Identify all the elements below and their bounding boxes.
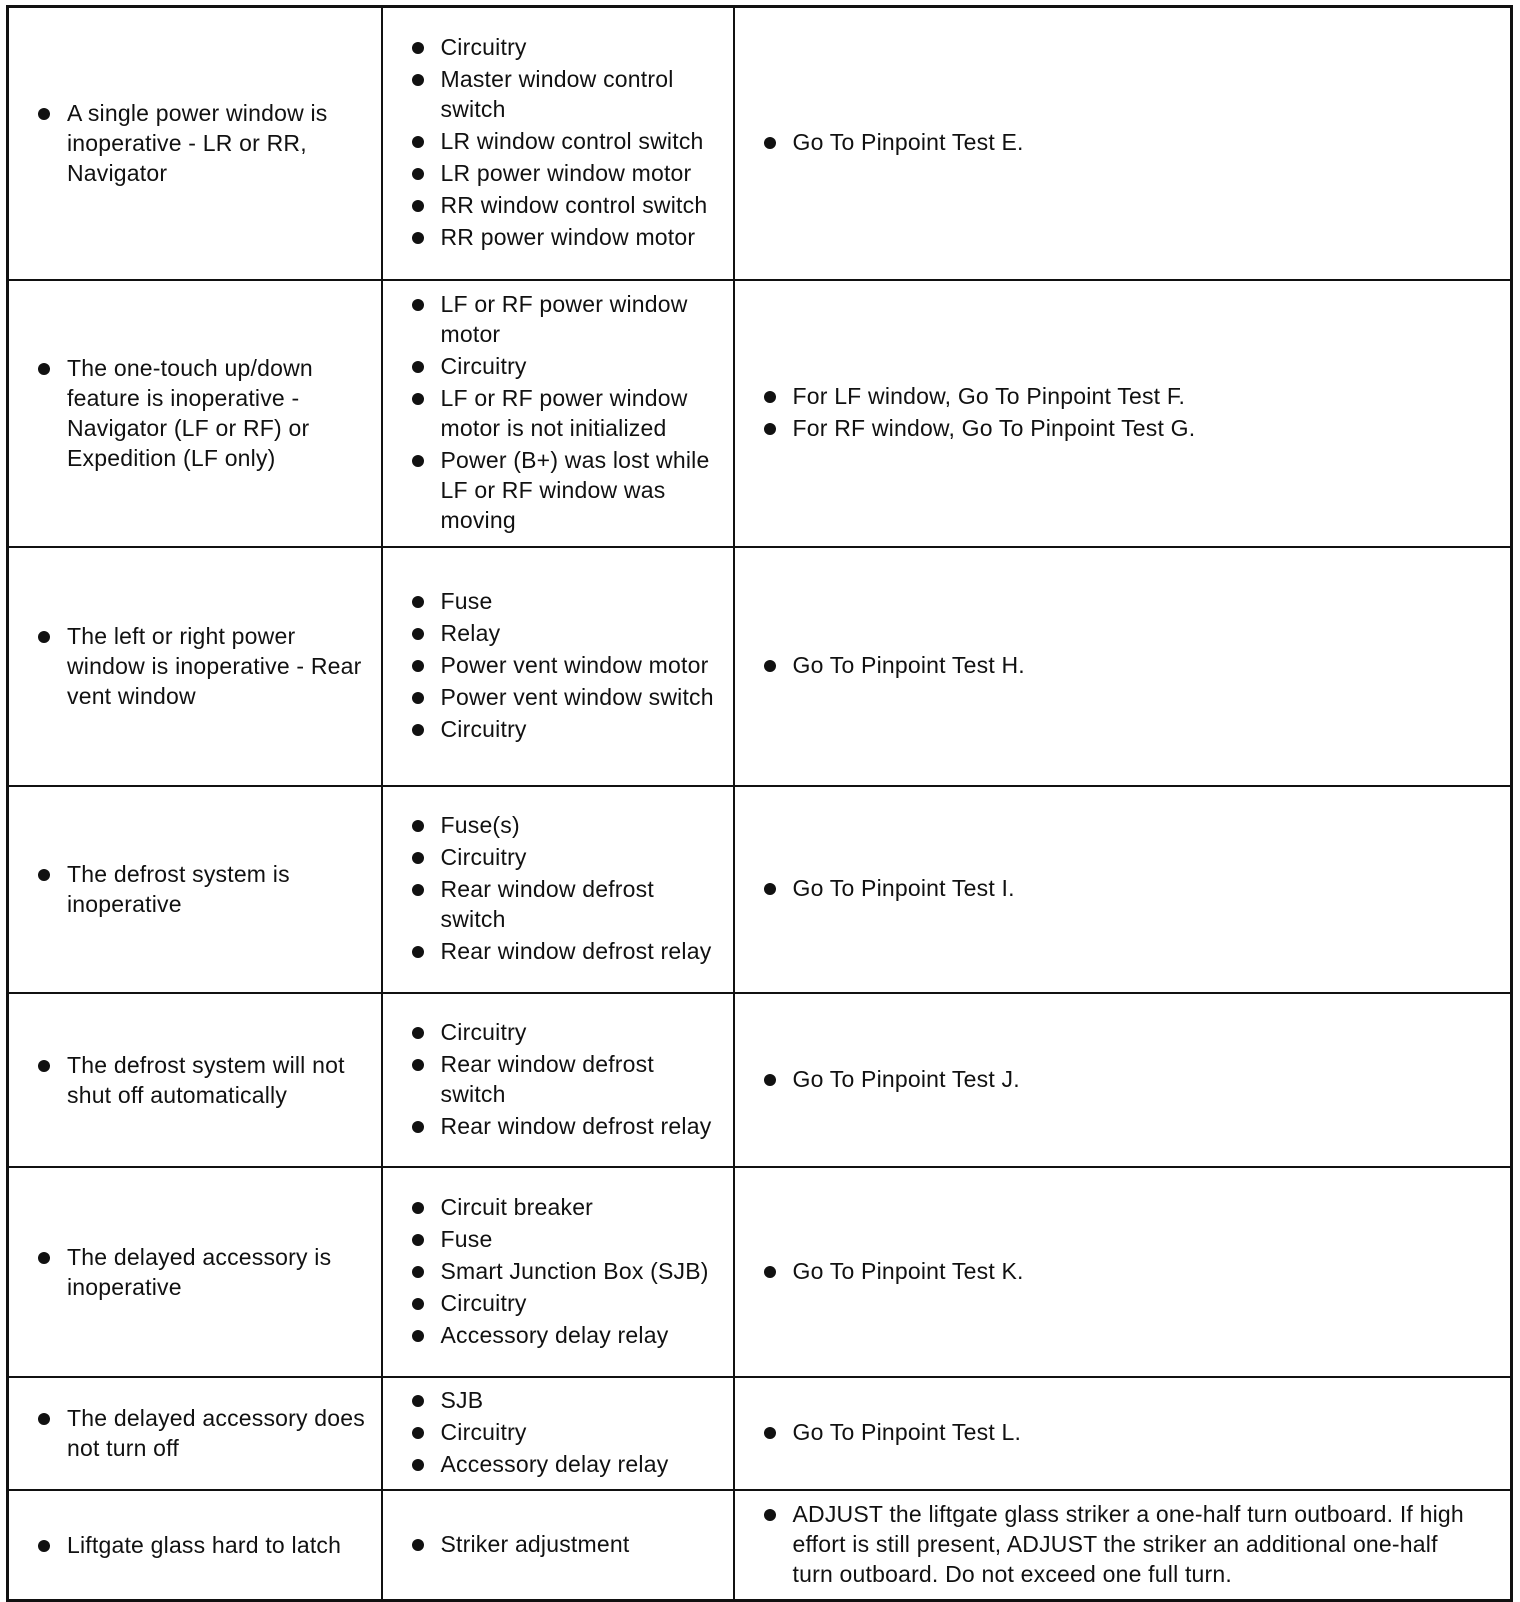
possible-source-item: Accessory delay relay — [441, 1449, 725, 1479]
condition-text: The defrost system will not shut off automatically — [67, 1050, 369, 1110]
condition-list — [9, 621, 381, 711]
possible-source-item: Relay — [441, 618, 725, 648]
action-item: ADJUST the liftgate glass striker a one-half turn outboard. If high effort is still present, ADJUST the striker an additional one-half turn outboard. Do not exceed one full turn. — [793, 1499, 1471, 1589]
possible-source-item: Circuit breaker — [441, 1192, 725, 1222]
action-list — [735, 1256, 1511, 1286]
possible-source-item: Circuitry — [441, 714, 725, 744]
table-row — [8, 1377, 1512, 1490]
condition-cell — [8, 1167, 382, 1377]
possible-source-item: Fuse(s) — [441, 810, 725, 840]
table-row — [8, 7, 1512, 280]
possible-source-item: Circuitry — [441, 32, 725, 62]
possible-source-item: Accessory delay relay — [441, 1320, 725, 1350]
possible-source-list — [383, 1523, 733, 1567]
condition-list — [9, 1050, 381, 1110]
possible-source-item: Circuitry — [441, 1417, 725, 1447]
possible-source-list — [383, 1011, 733, 1149]
possible-source-item: Power vent window motor — [441, 650, 725, 680]
possible-source-cell — [382, 547, 734, 786]
action-item: Go To Pinpoint Test K. — [793, 1256, 1471, 1286]
action-cell — [734, 7, 1512, 280]
action-cell — [734, 1490, 1512, 1601]
condition-cell — [8, 547, 382, 786]
symptom-chart-body — [8, 7, 1512, 1601]
condition-text: The defrost system is inoperative — [67, 859, 369, 919]
table-row — [8, 1167, 1512, 1377]
possible-source-list — [383, 580, 733, 752]
action-item: For RF window, Go To Pinpoint Test G. — [793, 413, 1471, 443]
possible-source-list — [383, 1379, 733, 1487]
condition-cell — [8, 993, 382, 1167]
condition-text: The left or right power window is inoperative - Rear vent window — [67, 621, 369, 711]
possible-source-item: Rear window defrost relay — [441, 936, 725, 966]
possible-source-item: Smart Junction Box (SJB) — [441, 1256, 725, 1286]
possible-source-cell — [382, 1377, 734, 1490]
condition-list — [9, 859, 381, 919]
action-list — [735, 1417, 1511, 1447]
condition-list — [9, 1530, 381, 1560]
possible-source-item: Rear window defrost relay — [441, 1111, 725, 1141]
possible-source-item: Fuse — [441, 586, 725, 616]
action-list — [735, 381, 1511, 443]
possible-source-item: Fuse — [441, 1224, 725, 1254]
condition-cell — [8, 280, 382, 547]
possible-source-list — [383, 804, 733, 974]
possible-source-item: Circuitry — [441, 842, 725, 872]
action-list — [735, 127, 1511, 157]
possible-source-item: Rear window defrost switch — [441, 1049, 725, 1109]
condition-cell — [8, 1490, 382, 1601]
condition-cell — [8, 7, 382, 280]
action-list — [735, 650, 1511, 680]
action-item: Go To Pinpoint Test J. — [793, 1064, 1471, 1094]
possible-source-cell — [382, 786, 734, 993]
table-row — [8, 1490, 1512, 1601]
condition-text: A single power window is inoperative - LR or RR, Navigator — [67, 98, 369, 188]
table-row — [8, 786, 1512, 993]
condition-text: The delayed accessory does not turn off — [67, 1403, 369, 1463]
table-row — [8, 547, 1512, 786]
condition-list — [9, 353, 381, 473]
possible-source-item: LF or RF power window motor is not initialized — [441, 383, 725, 443]
condition-list — [9, 1242, 381, 1302]
action-cell — [734, 1377, 1512, 1490]
action-cell — [734, 280, 1512, 547]
action-cell — [734, 1167, 1512, 1377]
action-item: For LF window, Go To Pinpoint Test F. — [793, 381, 1471, 411]
condition-list — [9, 98, 381, 188]
condition-cell — [8, 1377, 382, 1490]
possible-source-cell — [382, 280, 734, 547]
condition-cell — [8, 786, 382, 993]
possible-source-cell — [382, 1167, 734, 1377]
action-item: Go To Pinpoint Test H. — [793, 650, 1471, 680]
possible-source-item: Circuitry — [441, 1017, 725, 1047]
condition-text: The one-touch up/down feature is inoperative - Navigator (LF or RF) or Expedition (LF only) — [67, 353, 369, 473]
action-item: Go To Pinpoint Test L. — [793, 1417, 1471, 1447]
possible-source-cell — [382, 7, 734, 280]
possible-source-item: Master window control switch — [441, 64, 725, 124]
condition-list — [9, 1403, 381, 1463]
possible-source-item: Circuitry — [441, 351, 725, 381]
table-row — [8, 280, 1512, 547]
possible-source-item: Rear window defrost switch — [441, 874, 725, 934]
action-cell — [734, 786, 1512, 993]
action-item: Go To Pinpoint Test E. — [793, 127, 1471, 157]
action-cell — [734, 547, 1512, 786]
table-row — [8, 993, 1512, 1167]
possible-source-item: Power vent window switch — [441, 682, 725, 712]
possible-source-item: RR window control switch — [441, 190, 725, 220]
action-list — [735, 1499, 1511, 1589]
possible-source-item: Striker adjustment — [441, 1529, 725, 1559]
possible-source-item: Circuitry — [441, 1288, 725, 1318]
possible-source-item: SJB — [441, 1385, 725, 1415]
possible-source-item: Power (B+) was lost while LF or RF window was moving — [441, 445, 725, 535]
possible-source-list — [383, 1186, 733, 1358]
condition-text: The delayed accessory is inoperative — [67, 1242, 369, 1302]
possible-source-cell — [382, 1490, 734, 1601]
action-cell — [734, 993, 1512, 1167]
possible-source-cell — [382, 993, 734, 1167]
action-list — [735, 1064, 1511, 1094]
possible-source-item: RR power window motor — [441, 222, 725, 252]
symptom-chart-table — [6, 5, 1513, 1602]
possible-source-item: LF or RF power window motor — [441, 289, 725, 349]
possible-source-list — [383, 26, 733, 260]
condition-text: Liftgate glass hard to latch — [67, 1530, 369, 1560]
possible-source-item: LR window control switch — [441, 126, 725, 156]
possible-source-item: LR power window motor — [441, 158, 725, 188]
action-list — [735, 873, 1511, 903]
action-item: Go To Pinpoint Test I. — [793, 873, 1471, 903]
possible-source-list — [383, 283, 733, 543]
